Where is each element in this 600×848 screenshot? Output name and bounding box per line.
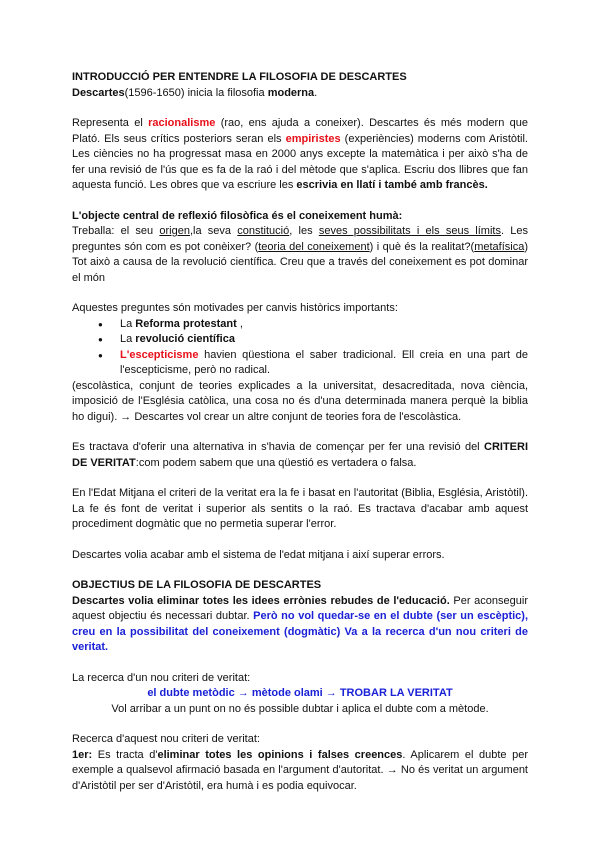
intro-line: [72, 86, 528, 102]
preguntes-intro: Aquestes preguntes són motivades per canvis històrics importants:: [72, 302, 398, 314]
paragraph-objectius: [72, 594, 528, 656]
list-item: [108, 317, 528, 333]
b1-a: La: [120, 317, 136, 330]
paragraph-racionalisme: [72, 116, 528, 194]
p1-b: (rao, ens ajuda a coneixer). Descartes és més modern que Plató. Els seus crítics posteriors seran els: [72, 117, 528, 145]
objecte-heading: L'objecte central de reflexió filosòfica és el coneixement humà:: [72, 209, 403, 222]
primer-label: 1er:: [72, 748, 93, 761]
objectius-bold: Descartes volia eliminar totes les idees errònies rebudes de l'educació.: [72, 594, 450, 607]
paragraph-edat-mitjana: En l'Edat Mitjana el criteri de la veritat era la fe i basat en l'autoritat (Biblia, Església, Aristòtil). La fe és font de veritat i superior als sentits o la raó. Es tractava d'acabar amb aquest procediment dogmàtic que no permetia superar l'error.: [72, 487, 528, 530]
teoria-term: teoria del coneixement: [258, 240, 370, 253]
list-item: [108, 348, 528, 379]
paragraph-criteri: [72, 440, 528, 471]
intro-name: Descartes: [72, 86, 125, 99]
intro-modern: moderna: [267, 86, 315, 99]
objectius-a: Per aconseguir aquest objectiu és necessari dubtar.: [72, 594, 528, 622]
b1-bold: Reforma protestant: [135, 317, 237, 330]
criteri-bold: CRITERI DE VERITAT: [72, 441, 528, 469]
primer-a: Es tracta d': [92, 748, 158, 761]
primer-b: . Aplicarem el dubte per exemple a qualsevol afirmació basada en l'argument d'autoritat. → No és veritat un argument d'Aristòtil per ser d'Aristòtil, era humà i es podia equivocar.: [72, 748, 528, 792]
objecte-a: Treballa: el seu: [72, 225, 160, 237]
recerca-vol: Vol arribar a un punt on no és possible dubtar i aplica el dubte com a mètode.: [111, 702, 489, 715]
b2-a: La: [120, 333, 136, 345]
intro-end: .: [314, 86, 318, 99]
b2-bold: revolució científica: [135, 333, 235, 345]
escepticisme-term: L'escepticisme: [120, 348, 199, 361]
escolastica-note: (escolàstica, conjunt de teories explicades a la universitat, desacreditada, nova ciència, imposició de l'Església catòlica, una cosa no és d'una determinada manera perquè la biblia ho digui). → Descartes vol crear un altre conjunt de teories fora de l'escolàstica.: [72, 379, 528, 423]
limits-term: seves possibilitats i els seus límits: [318, 225, 501, 237]
origen-term: origen: [159, 225, 190, 237]
p1-a: Representa el: [72, 117, 149, 129]
intro-years: (1596-1650) inicia la filosofia: [124, 86, 268, 99]
list-item: [108, 332, 528, 348]
objectius-blue: Però no vol quedar-se en el dubte (ser un escèptic), creu en la possibilitat del coneixement (dogmàtic) Va a la recerca d'un nou criteri de veritat.: [72, 610, 528, 653]
page-title: INTRODUCCIÓ PER ENTENDRE LA FILOSOFIA DE DESCARTES: [72, 71, 407, 83]
canvis-list: [72, 317, 528, 379]
b3-rest: havien qüestiona el saber tradicional. Ell creia en una part de l'escepticisme, però no radical.: [120, 348, 528, 376]
document-page: [72, 70, 528, 794]
constitucio-term: constitució: [237, 225, 290, 237]
metafisica-term: metafísica: [474, 240, 525, 253]
paragraph-objecte: [72, 224, 528, 286]
p1-c: (experiències) moderns com Aristòtil. Les ciències no ha progressat masa en 2000 anys excepte la matemàtica i per això s'ha de fer una revisió de l'ús que es fa de la raó i del mètode que s'aplica. Escriu dos llibres que fan aquesta funció. Les obres que va escriure les: [72, 132, 528, 191]
b1-b: ,: [236, 317, 243, 330]
paragraph-acabar: Descartes volia acabar amb el sistema de l'edat mitjana i així superar errors.: [72, 548, 445, 561]
racionalisme-term: racionalisme: [148, 117, 216, 129]
recerca-intro: La recerca d'un nou criteri de veritat:: [72, 671, 251, 684]
objecte-c: , les: [289, 225, 319, 237]
objectius-heading: OBJECTIUS DE LA FILOSOFIA DE DESCARTES: [72, 579, 322, 591]
objecte-b: ,la seva: [189, 225, 238, 237]
objecte-d: . Les preguntes són com es pot conèixer? (: [72, 225, 528, 253]
objecte-e: ) i què és la realitat?(: [369, 240, 475, 253]
primer-bold: eliminar totes les opinions i falses creences: [157, 748, 403, 761]
empiristes-term: empiristes: [285, 132, 341, 145]
p1-bold: escrivia en llatí i també amb francès.: [296, 179, 488, 191]
criteri-b: :com podem sabem que una qüestió es vertadera o falsa.: [135, 456, 417, 469]
recerca-formula: el dubte metòdic → mètode olami → TROBAR LA VERITAT: [147, 687, 453, 699]
paragraph-primer: [72, 748, 528, 795]
recerca2-intro: Recerca d'aquest nou criteri de veritat:: [72, 733, 260, 745]
objecte-f: ) Tot això a causa de la revolució científica. Creu que a través del coneixement es pot dominar el món: [72, 240, 528, 284]
criteri-a: Es tractava d'oferir una alternativa in s'havia de començar per fer una revisió del: [72, 441, 484, 453]
